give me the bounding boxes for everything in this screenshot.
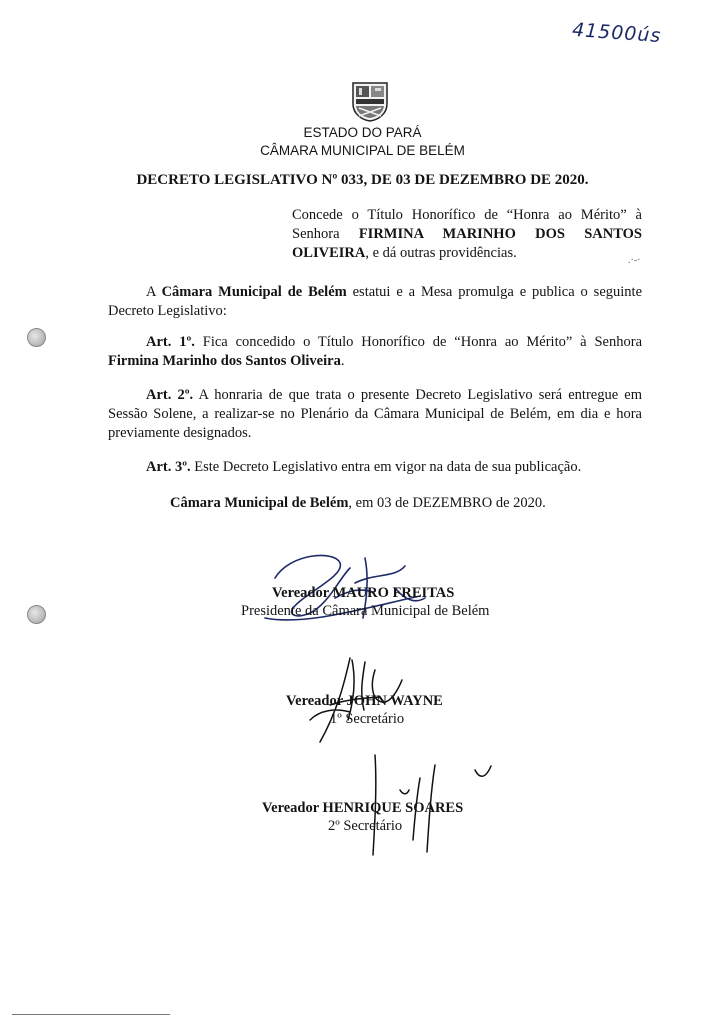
punch-hole-top (27, 328, 46, 347)
header-state: ESTADO DO PARÁ (303, 125, 422, 140)
signatory-1-role: Presidente da Câmara Municipal de Belém (241, 603, 490, 619)
summary-text-1: Concede o Título Honorífico de “Honra ao Mérito” à Senhora (292, 207, 642, 242)
signatory-3-role: 2º Secretário (328, 818, 403, 834)
signatory-2-role: 1º Secretário (330, 711, 405, 727)
article-3 (108, 458, 642, 477)
scan-mark: .·-· (628, 255, 641, 266)
article-2-label: Art. 2º. (146, 387, 194, 403)
article-3-label: Art. 3º. (146, 459, 191, 475)
signatory-1-name: Vereador MAURO FREITAS (272, 585, 455, 601)
preamble-text-2: estatui e a Mesa promulga e publica o seguinte Decreto Legislativo: (108, 284, 643, 319)
header-chamber: CÂMARA MUNICIPAL DE BELÉM (260, 143, 465, 158)
bottom-scan-line (12, 1014, 170, 1015)
article-1-label: Art. 1º. (146, 334, 195, 350)
honoree-name: FIRMINA MARINHO DOS SANTOS OLIVEIRA (292, 226, 642, 261)
punch-hole-bottom (27, 605, 46, 624)
article-3-text: Este Decreto Legislativo entra em vigor na data de sua publicação. (190, 459, 582, 475)
article-2-text: A honraria de que trata o presente Decreto Legislativo será entregue em Sessão Solene, a realizar-se no Plenário da Câmara Municipal de Belém, em dia e hora previamente designados. (108, 387, 642, 441)
preamble-chamber: Câmara Municipal de Belém (161, 284, 347, 300)
closing-chamber: Câmara Municipal de Belém (170, 495, 349, 511)
decree-title: DECRETO LEGISLATIVO Nº 033, DE 03 DE DEZEMBRO DE 2020. (136, 172, 589, 188)
summary-text-2: , e dá outras providências. (365, 245, 517, 261)
closing-date: , em 03 de DEZEMBRO de 2020. (348, 495, 546, 511)
preamble (108, 283, 642, 321)
signatory-2-name: Vereador JOHN WAYNE (286, 693, 443, 709)
decree-summary (292, 206, 642, 263)
article-1 (108, 333, 642, 371)
article-2 (108, 386, 642, 443)
closing-line (170, 495, 546, 512)
coat-of-arms-icon (350, 80, 390, 122)
handwritten-note: 41500ús (571, 18, 663, 48)
article-1-honoree: Firmina Marinho dos Santos Oliveira (108, 353, 341, 369)
preamble-text-1: A (146, 284, 162, 300)
article-1-tail: . (340, 353, 345, 369)
signatory-3-name: Vereador HENRIQUE SOARES (262, 800, 464, 816)
article-1-text: Fica concedido o Título Honorífico de “Honra ao Mérito” à Senhora (194, 334, 642, 350)
